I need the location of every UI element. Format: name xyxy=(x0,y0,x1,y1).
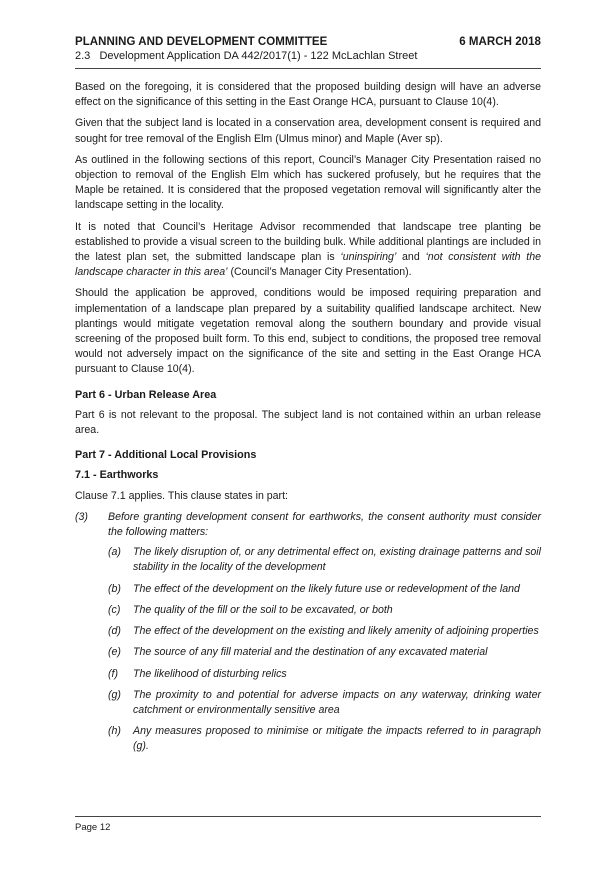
committee-title: PLANNING AND DEVELOPMENT COMMITTEE xyxy=(75,36,328,48)
header-divider xyxy=(75,68,541,69)
item-text: The likely disruption of, or any detrimental effect on, existing drainage patterns and soil stability in the locality of the development xyxy=(133,546,541,574)
item-number: (c) xyxy=(108,603,121,616)
list-item xyxy=(108,645,541,660)
list-item xyxy=(108,724,541,754)
item-text: The effect of the development on the existing and likely amenity of adjoining properties xyxy=(133,625,539,638)
paragraph: Based on the foregoing, it is considered that the proposed building design will have an adverse effect on the significance of this setting in the East Orange HCA, pursuant to Clause 10(4). xyxy=(75,81,541,109)
text-run: (Council’s Manager City Presentation). xyxy=(227,266,412,279)
text-run: and xyxy=(396,251,426,264)
item-number: (g) xyxy=(108,688,121,701)
item-number: (e) xyxy=(108,646,121,659)
clause-3 xyxy=(75,510,541,540)
list-item xyxy=(108,582,541,597)
item-reference: 2.3 Development Application DA 442/2017(1) - 122 McLachlan Street xyxy=(75,50,418,62)
paragraph: Should the application be approved, conditions would be imposed requiring preparation and implementation of a landscape plan prepared by a suitability qualified landscape architect. New plantings would mitigate vegetation removal along the southern boundary and provide visual screening of the proposed built form. To this end, subject to conditions, the proposed tree removal would not adversely impact on the significance of the site and setting in the East Orange HCA pursuant to Clause 10(4). xyxy=(75,287,541,376)
quote: ‘uninspiring’ xyxy=(340,251,397,264)
item-number: (h) xyxy=(108,725,121,738)
report-body xyxy=(75,80,541,761)
meeting-date: 6 MARCH 2018 xyxy=(459,36,541,48)
item-number: (b) xyxy=(108,582,121,595)
footer-divider xyxy=(75,816,541,817)
item-text: The source of any fill material and the destination of any excavated material xyxy=(133,646,488,659)
item-text: The likelihood of disturbing relics xyxy=(133,667,287,680)
item-text: The quality of the fill or the soil to be excavated, or both xyxy=(133,603,393,616)
list-item xyxy=(108,545,541,575)
list-item xyxy=(108,603,541,618)
clause-number: (3) xyxy=(75,510,88,523)
item-text: The effect of the development on the likely future use or redevelopment of the land xyxy=(133,582,520,595)
text-run: It is noted that Council’s Heritage Advisor recommended that landscape tree planting be established to provide a visual screen to the building bulk. While additional plantings are included in the latest plan set, the submitted landscape plan is xyxy=(75,220,541,264)
paragraph: As outlined in the following sections of this report, Council’s Manager City Presentation raised no objection to removal of the English Elm which has suckered profusely, but he requires that the Maple be retained. It is considered that the proposed vegetation removal will significantly alter the landscape setting in the locality. xyxy=(75,153,541,212)
item-number: (f) xyxy=(108,667,118,680)
list-item xyxy=(108,624,541,639)
page-number: Page 12 xyxy=(75,822,111,833)
item-text: The proximity to and potential for adverse impacts on any waterway, drinking water catchment or environmentally sensitive area xyxy=(133,688,541,716)
list-item xyxy=(108,667,541,682)
list-item xyxy=(108,688,541,718)
quote: ‘not consistent with the landscape character in this area’ xyxy=(75,251,541,279)
page-header xyxy=(75,36,541,62)
paragraph: Clause 7.1 applies. This clause states in part: xyxy=(75,489,288,502)
item-number: (d) xyxy=(108,625,121,638)
section-heading: Part 6 - Urban Release Area xyxy=(75,388,217,401)
paragraph: Given that the subject land is located in a conservation area, development consent is required and sought for tree removal of the English Elm (Ulmus minor) and Maple (Aver sp). xyxy=(75,117,541,145)
item-number: (a) xyxy=(108,546,121,559)
subsection-heading: 7.1 - Earthworks xyxy=(75,469,159,482)
clause-text: Before granting development consent for earthworks, the consent authority must consider the following matters: xyxy=(108,510,541,539)
paragraph: Part 6 is not relevant to the proposal. The subject land is not contained within an urban release area. xyxy=(75,408,541,437)
item-text: Any measures proposed to minimise or mitigate the impacts referred to in paragraph (g). xyxy=(133,725,541,753)
paragraph xyxy=(75,220,541,281)
section-heading: Part 7 - Additional Local Provisions xyxy=(75,449,257,462)
